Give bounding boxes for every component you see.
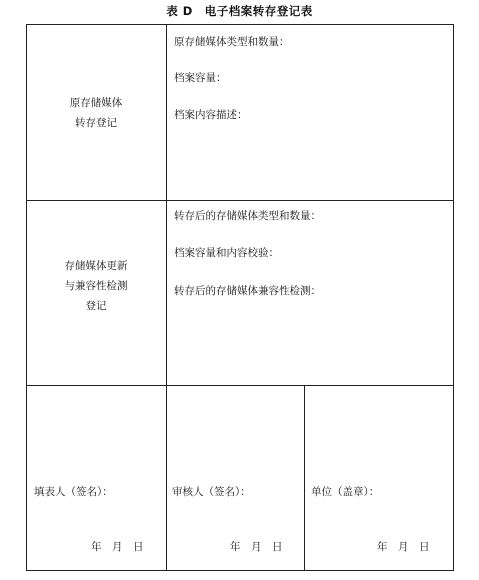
row-divider-1 xyxy=(26,200,454,201)
column-divider-main xyxy=(166,24,167,571)
field-new-media-type: 转存后的存储媒体类型和数量： xyxy=(174,210,321,222)
section1-label-line2: 转存登记 xyxy=(75,117,117,129)
field-archive-description: 档案内容描述： xyxy=(174,109,248,121)
section1-label-line1: 原存储媒体 xyxy=(69,97,123,109)
signature-unit-label: 单位（盖章）： xyxy=(311,486,380,498)
field-original-media-type: 原存储媒体类型和数量： xyxy=(174,36,290,48)
section2-label-line1: 存储媒体更新 xyxy=(64,260,128,272)
signature-filler-date: 年 月 日 xyxy=(91,541,144,553)
section2-label-line3: 登记 xyxy=(85,300,107,312)
column-divider-signature xyxy=(304,385,305,571)
section1-label xyxy=(26,93,166,133)
section2-label-line2: 与兼容性检测 xyxy=(64,280,128,292)
table-title: 表 D 电子档案转存登记表 xyxy=(166,4,313,18)
field-archive-capacity: 档案容量： xyxy=(174,72,227,84)
section2-label xyxy=(26,256,166,316)
field-capacity-content-check: 档案容量和内容校验： xyxy=(174,247,279,259)
signature-unit-date: 年 月 日 xyxy=(377,541,430,553)
signature-filler-label: 填表人（签名）： xyxy=(34,486,113,498)
signature-reviewer-date: 年 月 日 xyxy=(230,541,283,553)
signature-reviewer-label: 审核人（签名）： xyxy=(172,486,251,498)
field-compatibility-check: 转存后的存储媒体兼容性检测： xyxy=(174,285,321,297)
row-divider-2 xyxy=(26,385,454,386)
